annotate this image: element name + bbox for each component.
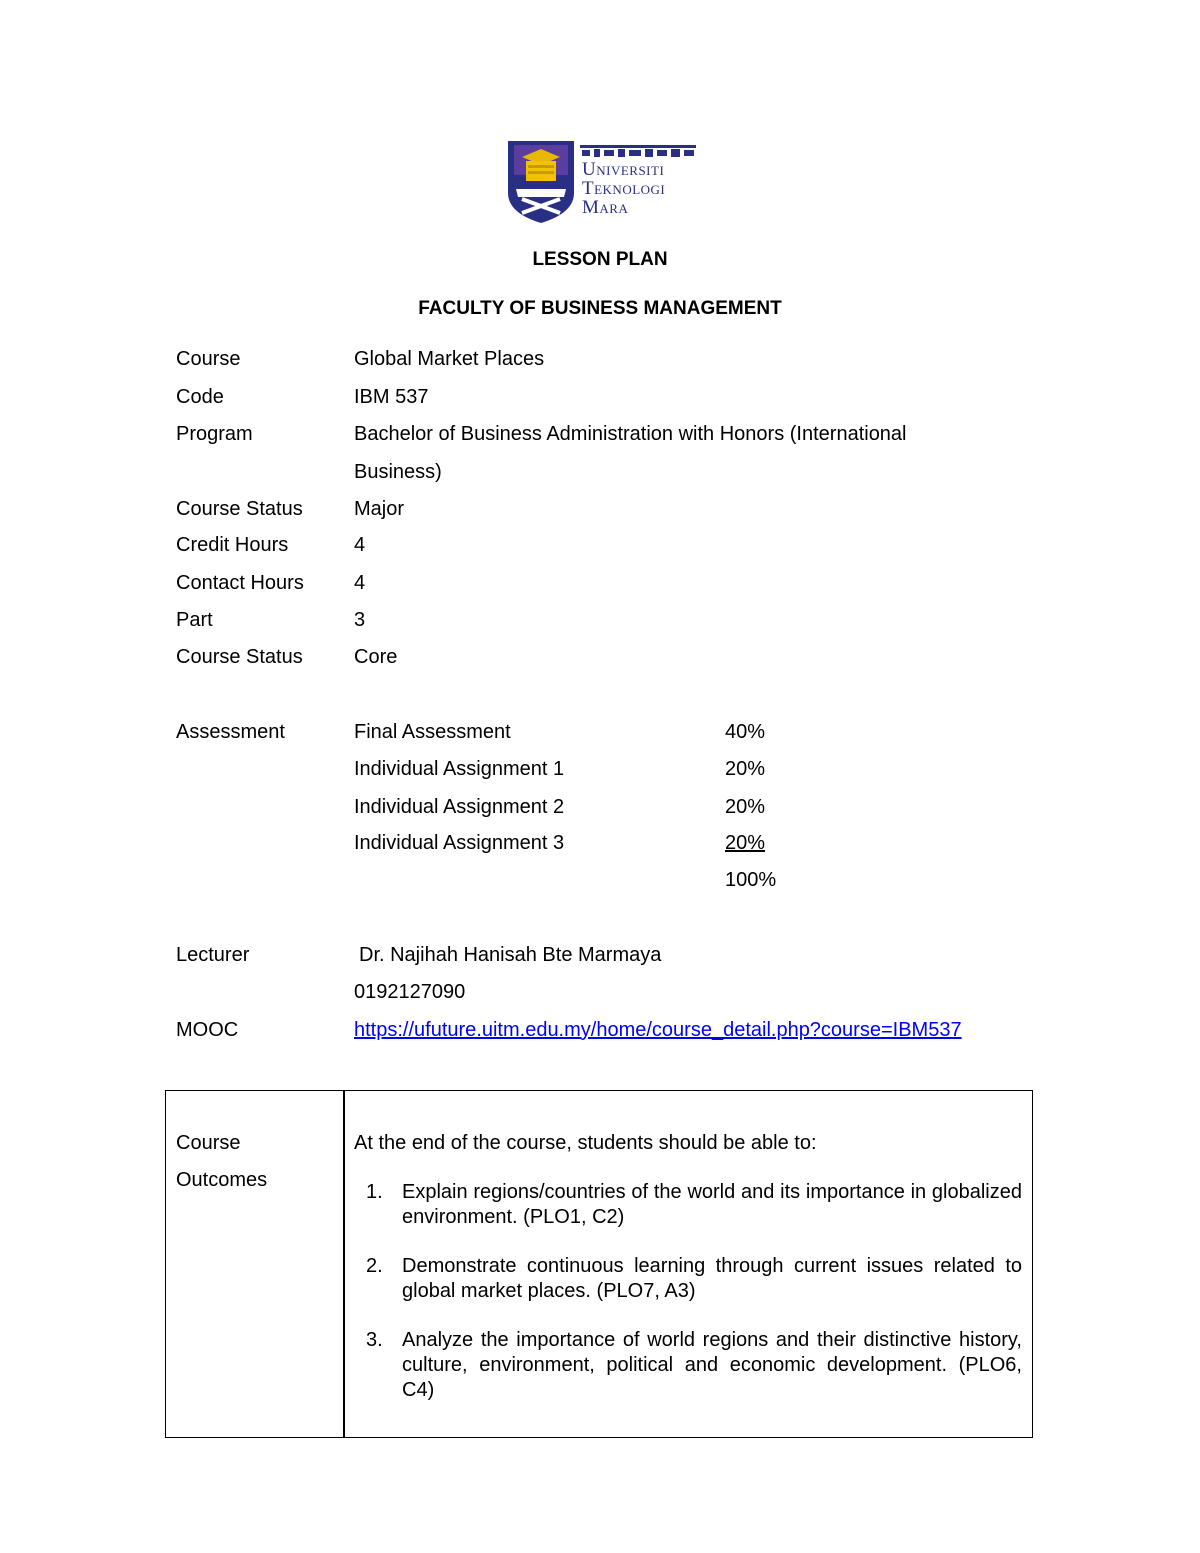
logo-line-1: Universiti [582,159,665,180]
detail-value-program-cont: Business) [354,461,442,483]
assessment-item-weight: 20% [725,758,766,780]
detail-label-course: Course [176,348,241,370]
assessment-item-weight: 20% [725,832,766,854]
assessment-item-name: Individual Assignment 3 [354,832,565,854]
detail-label-part: Part [176,609,213,631]
assessment-item-weight: 20% [725,796,766,818]
list-item-number: 1. [366,1181,383,1203]
list-item-text: Explain regions/countries of the world and its importance in globalized environment. (PLO1, C2) [402,1181,1022,1228]
detail-label-program: Program [176,423,253,445]
list-item-text: Demonstrate continuous learning through current issues related to global market places. (PLO7, A3) [402,1255,1022,1302]
mooc-label: MOOC [176,1019,239,1041]
detail-label-course-status-2: Course Status [176,646,303,668]
outcomes-label-line2: Outcomes [176,1169,268,1191]
table-divider [343,1090,345,1438]
logo-line-2: Teknologi [582,178,666,199]
logo-wordmark [582,160,665,217]
list-item-text: Analyze the importance of world regions and their distinctive history, culture, environment, political and economic development. (PLO6, C4) [402,1329,1022,1401]
detail-value-part: 3 [354,609,366,631]
assessment-item-name: Final Assessment [354,721,511,743]
lecturer-label: Lecturer [176,944,250,966]
mooc-link[interactable]: https://ufuture.uitm.edu.my/home/course_detail.php?course=IBM537 [354,1019,962,1041]
detail-value-credit-hours: 4 [354,534,366,556]
faculty-title: FACULTY OF BUSINESS MANAGEMENT [418,298,782,319]
page-title: LESSON PLAN [532,249,668,270]
assessment-item-weight: 40% [725,721,766,743]
assessment-item-name: Individual Assignment 2 [354,796,565,818]
assessment-item-name: Individual Assignment 1 [354,758,565,780]
detail-label-course-status: Course Status [176,498,303,520]
lecturer-phone: 0192127090 [354,981,466,1003]
detail-label-credit-hours: Credit Hours [176,534,289,556]
detail-value-code: IBM 537 [354,386,429,408]
list-item-number: 3. [366,1329,383,1351]
outcomes-intro: At the end of the course, students should be able to: [354,1132,817,1154]
outcomes-label-line1: Course [176,1132,241,1154]
detail-value-program: Bachelor of Business Administration with Honors (International [354,423,907,445]
assessment-label: Assessment [176,721,285,743]
logo-line-3: Mara [582,197,629,218]
detail-label-contact-hours: Contact Hours [176,572,304,594]
assessment-total: 100% [725,869,777,891]
lecturer-name: Dr. Najihah Hanisah Bte Marmaya [359,944,662,966]
detail-value-course-status-2: Core [354,646,398,668]
detail-label-code: Code [176,386,224,408]
detail-value-course-status: Major [354,498,405,520]
list-item-number: 2. [366,1255,383,1277]
detail-value-contact-hours: 4 [354,572,366,594]
detail-value-course: Global Market Places [354,348,545,370]
